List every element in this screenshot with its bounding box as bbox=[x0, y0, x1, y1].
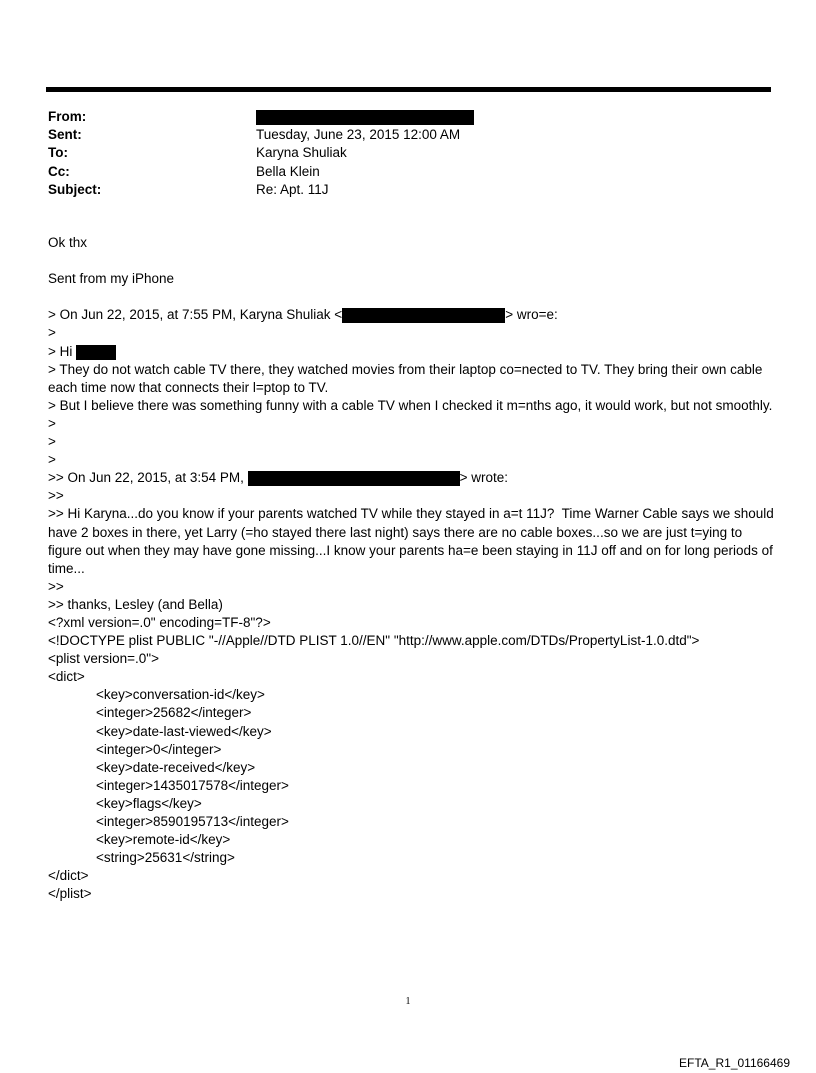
sent-row bbox=[48, 126, 768, 144]
quote-blank: > bbox=[48, 434, 56, 450]
document-id: EFTA_R1_01166469 bbox=[679, 1056, 790, 1070]
cc-row bbox=[48, 163, 768, 181]
quote2-intro-after: > wrote: bbox=[459, 470, 509, 486]
plist-open: <plist version=.0"> bbox=[48, 651, 159, 667]
plist-doctype: <!DOCTYPE plist PUBLIC "-//Apple//DTD PLIST 1.0//EN" "http://www.apple.com/DTDs/PropertyList-1.0.dtd"> bbox=[48, 633, 700, 649]
to-label: To: bbox=[48, 145, 68, 161]
quote1-intro-before: > On Jun 22, 2015, at 7:55 PM, Karyna Shuliak < bbox=[48, 307, 343, 323]
quote2-thanks: >> thanks, Lesley (and Bella) bbox=[48, 596, 223, 612]
quote1-hi: > Hi bbox=[48, 343, 77, 359]
quote-blank: > bbox=[48, 415, 56, 431]
to-row bbox=[48, 144, 768, 162]
plist-line: <integer>1435017578</integer> bbox=[96, 777, 289, 793]
redaction-box bbox=[76, 345, 116, 360]
subject-value: Re: Apt. 11J bbox=[256, 181, 329, 197]
plist-xml-decl: <?xml version=.0" encoding=TF-8"?> bbox=[48, 614, 271, 630]
plist-line: <key>date-last-viewed</key> bbox=[96, 723, 272, 739]
plist-close: </plist> bbox=[48, 886, 92, 902]
from-value bbox=[256, 108, 474, 126]
redaction-box bbox=[342, 308, 505, 323]
signature: Sent from my iPhone bbox=[48, 271, 175, 287]
spacer bbox=[48, 288, 774, 306]
email-body bbox=[48, 234, 778, 903]
plist-line: <key>remote-id</key> bbox=[96, 832, 231, 848]
quote2-intro bbox=[48, 469, 774, 487]
plist-line: <string>25631</string> bbox=[96, 850, 235, 866]
quote-blank: > bbox=[48, 452, 56, 468]
quote1-line1: > They do not watch cable TV there, they watched movies from their laptop co=nected to TV. They bring their own cable each time now that connects their l=ptop to TV. bbox=[48, 361, 767, 395]
quote2-intro-before: >> On Jun 22, 2015, at 3:54 PM, bbox=[48, 470, 248, 486]
quote-blank: > bbox=[48, 325, 56, 341]
redaction-box bbox=[256, 110, 474, 125]
quote-blank: >> bbox=[48, 488, 64, 504]
page-number: 1 bbox=[405, 996, 411, 1007]
plist-line: <integer>0</integer> bbox=[96, 741, 222, 757]
redaction-box bbox=[248, 471, 460, 486]
to-value: Karyna Shuliak bbox=[256, 145, 347, 161]
quote1-intro-after: > wro=e: bbox=[505, 307, 558, 323]
quote1-greeting bbox=[48, 343, 774, 361]
subject-label: Subject: bbox=[48, 181, 102, 197]
sent-value: Tuesday, June 23, 2015 12:00 AM bbox=[256, 127, 461, 143]
quote-blank: >> bbox=[48, 578, 64, 594]
header-rule bbox=[46, 87, 771, 92]
spacer bbox=[48, 252, 774, 270]
plist-line: <integer>8590195713</integer> bbox=[96, 814, 289, 829]
from-row bbox=[48, 108, 768, 126]
plist-line: <key>conversation-id</key> bbox=[96, 687, 265, 703]
quote2-line1: >> Hi Karyna...do you know if your parents watched TV while they stayed in a=t 11J? Time Warner Cable says we should have 2 boxes in there, yet Larry (=ho stayed there last night) says there are no cable boxes...so we are just t=ying to figure out when they may have gone missing...I know your parents ha=e been staying in 11J off and on for long periods of time... bbox=[48, 506, 778, 576]
cc-label: Cc: bbox=[48, 163, 70, 179]
dict-open: <dict> bbox=[48, 669, 85, 685]
plist-line: <key>flags</key> bbox=[96, 795, 202, 811]
subject-row bbox=[48, 181, 768, 199]
plist-line: <key>date-received</key> bbox=[96, 759, 256, 775]
cc-value: Bella Klein bbox=[256, 163, 320, 179]
quote1-intro bbox=[48, 306, 774, 324]
plist-line: <integer>25682</integer> bbox=[96, 705, 252, 721]
quote1-line2: > But I believe there was something funny with a cable TV when I checked it m=nths ago, it would work, but not smoothly. bbox=[48, 397, 773, 413]
reply-text: Ok thx bbox=[48, 235, 88, 250]
from-label: From: bbox=[48, 109, 87, 124]
dict-close: </dict> bbox=[48, 868, 89, 884]
email-header bbox=[48, 108, 768, 199]
sent-label: Sent: bbox=[48, 127, 82, 143]
